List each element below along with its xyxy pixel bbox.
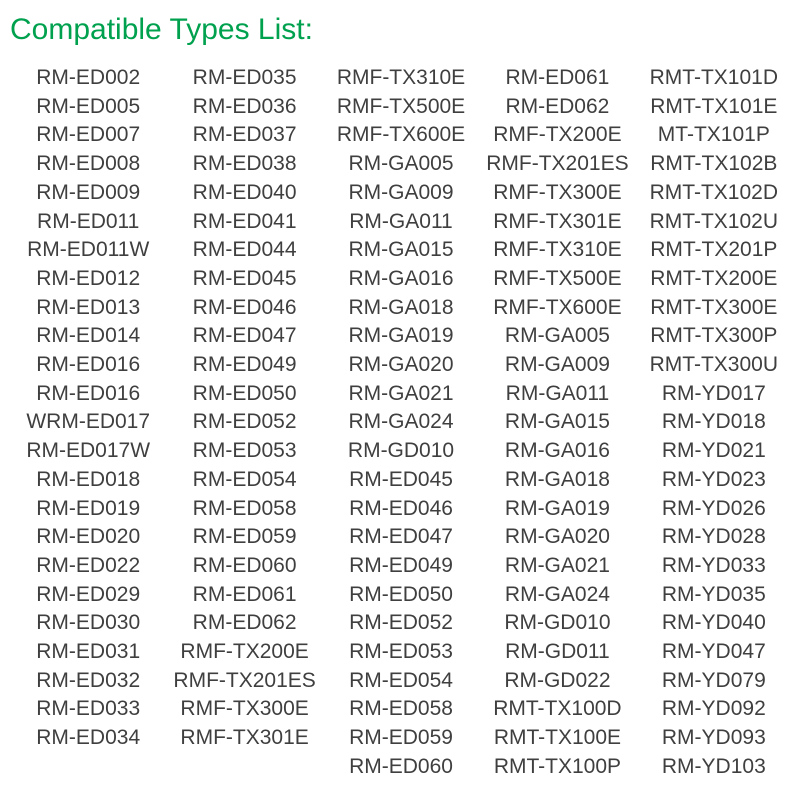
model-number: RM-GD010 [504,611,611,635]
model-number: RM-GA015 [504,410,610,434]
model-number: RM-GA019 [504,496,610,520]
model-number: RM-ED030 [36,611,141,635]
model-number: RM-YD033 [661,553,766,577]
model-number: RM-ED062 [505,94,610,118]
model-number: RM-ED031 [36,640,141,664]
model-number: RM-ED011W [27,238,150,262]
model-number: RM-GA024 [348,410,454,434]
model-number: RM-GD011 [505,640,610,664]
model-number: RM-YD018 [661,410,766,434]
model-number: RMF-TX201ES [486,152,629,176]
model-number: RM-ED058 [349,697,453,721]
model-number: RM-ED054 [349,668,453,692]
model-number: RM-GD010 [347,439,455,463]
model-number: RM-ED038 [192,152,297,176]
model-number: RMT-TX101D [649,66,778,89]
model-number: RM-GA020 [504,525,610,549]
model-number: RM-ED037 [192,123,297,147]
model-number: RMF-TX200E [180,640,309,664]
model-number: WRM-ED017 [26,410,151,434]
model-number: RM-YD035 [661,582,766,606]
model-number: RM-ED058 [192,496,297,520]
model-number: RM-ED029 [36,582,141,606]
model-number: RM-GA015 [348,238,454,262]
model-number: RM-YD021 [661,439,766,463]
model-number: RMT-TX100P [493,754,622,778]
model-number: RMT-TX100D [493,697,622,721]
model-number: RMF-TX300E [180,697,309,721]
model-number: RM-ED047 [192,324,297,348]
model-number: RM-YD103 [661,754,766,778]
model-number: RM-ED061 [192,582,297,606]
model-number: RMT-TX300U [649,353,778,377]
model-number: RM-GA016 [504,439,610,463]
model-number: RMF-TX300E [493,180,622,204]
model-number: MT-TX101P [657,123,770,147]
model-number: RM-GA018 [348,295,454,319]
model-number: RM-ED016 [36,353,141,377]
model-number: RMT-TX300E [650,295,778,319]
model-number: RM-GA018 [504,467,610,491]
model-number: RMF-TX500E [493,266,622,290]
model-number: RM-ED041 [192,209,297,233]
model-number: RMF-TX600E [493,295,622,319]
model-number: RM-ED054 [192,467,297,491]
model-number: RM-ED046 [349,496,453,520]
model-number: RMT-TX200E [650,266,778,290]
model-number: RM-ED045 [192,266,297,290]
model-number: RM-GA021 [348,381,454,405]
model-number: RM-GA011 [505,381,610,405]
model-number: RM-ED022 [36,553,141,577]
model-number: RM-ED007 [36,123,141,147]
model-number: RMT-TX101E [650,94,778,118]
model-number: RM-GA011 [349,209,453,233]
model-number: RM-GD022 [504,668,611,692]
model-number: RM-ED019 [36,496,141,520]
model-number: RM-YD028 [661,525,766,549]
model-number: RMF-TX301E [493,209,622,233]
type-column-2 [166,64,322,782]
model-number: RM-YD047 [661,640,766,664]
model-number: RM-YD026 [661,496,766,520]
type-column-3 [323,64,479,782]
model-number: RMF-TX200E [493,123,622,147]
model-number: RM-ED005 [36,94,141,118]
model-number: RMF-TX310E [493,238,622,262]
model-number: RM-ED020 [36,525,141,549]
model-number: RMF-TX600E [336,123,466,147]
model-number: RM-ED047 [349,525,453,549]
model-number: RM-YD093 [661,726,766,750]
model-number: RM-ED040 [192,180,297,204]
model-number: RM-ED045 [349,467,453,491]
model-number: RMF-TX500E [336,94,466,118]
model-number: RM-ED049 [349,553,453,577]
model-number: RM-ED046 [192,295,297,319]
model-number: RM-ED050 [192,381,297,405]
model-number: RM-GA024 [504,582,610,606]
model-number: RM-ED036 [192,94,297,118]
model-number: RM-ED052 [349,611,453,635]
model-number: RM-GA016 [348,266,454,290]
model-number: RM-ED060 [349,754,453,778]
model-number: RM-ED034 [36,726,141,750]
model-number: RM-ED062 [192,611,297,635]
model-number: RM-ED009 [36,180,141,204]
model-number: RM-YD079 [661,668,766,692]
model-number: RM-ED061 [505,66,610,89]
model-number: RM-ED017W [26,439,151,463]
model-number: RM-ED011 [37,209,140,233]
model-number: RMT-TX201P [650,238,778,262]
model-number: RMT-TX102D [649,180,778,204]
model-number: RM-ED035 [192,66,297,89]
model-number: RM-ED044 [192,238,297,262]
model-number: RM-ED018 [36,467,141,491]
model-number: RM-GA019 [348,324,454,348]
model-number: RMF-TX201ES [173,668,316,692]
model-number: RM-ED049 [192,353,297,377]
model-number: RM-ED013 [36,295,141,319]
model-number: RM-ED002 [36,66,141,89]
model-number: RM-GA021 [504,553,610,577]
model-number: RM-YD092 [661,697,766,721]
model-number: RM-GA005 [504,324,610,348]
model-number: RM-GA009 [348,180,454,204]
types-grid [10,64,792,782]
model-number: RM-ED059 [192,525,297,549]
model-number: RM-YD023 [661,467,766,491]
model-number: RM-ED059 [349,726,453,750]
model-number: RM-YD040 [661,611,766,635]
model-number: RMF-TX310E [336,66,466,89]
model-number: RMT-TX100E [493,726,622,750]
page-title: Compatible Types List: [10,13,313,46]
model-number: RM-ED008 [36,152,141,176]
model-number: RM-ED032 [36,668,141,692]
model-number: RM-ED016 [36,381,141,405]
model-number: RM-ED052 [192,410,297,434]
model-number: RM-ED053 [349,640,453,664]
model-number: RM-ED033 [36,697,141,721]
type-column-1 [10,64,166,782]
model-number: RM-ED060 [192,553,297,577]
model-number: RM-YD017 [661,381,766,405]
model-number: RM-ED050 [349,582,453,606]
model-number: RM-ED014 [36,324,141,348]
model-number: RM-GA005 [348,152,454,176]
type-column-5 [636,64,792,782]
model-number: RMF-TX301E [180,726,309,750]
model-number: RMT-TX102B [650,152,778,176]
model-number: RM-GA009 [504,353,610,377]
model-number: RMT-TX300P [650,324,778,348]
model-number: RM-GA020 [348,353,454,377]
model-number: RMT-TX102U [649,209,778,233]
type-column-4 [479,64,635,782]
model-number: RM-ED053 [192,439,297,463]
model-number: RM-ED012 [36,266,141,290]
